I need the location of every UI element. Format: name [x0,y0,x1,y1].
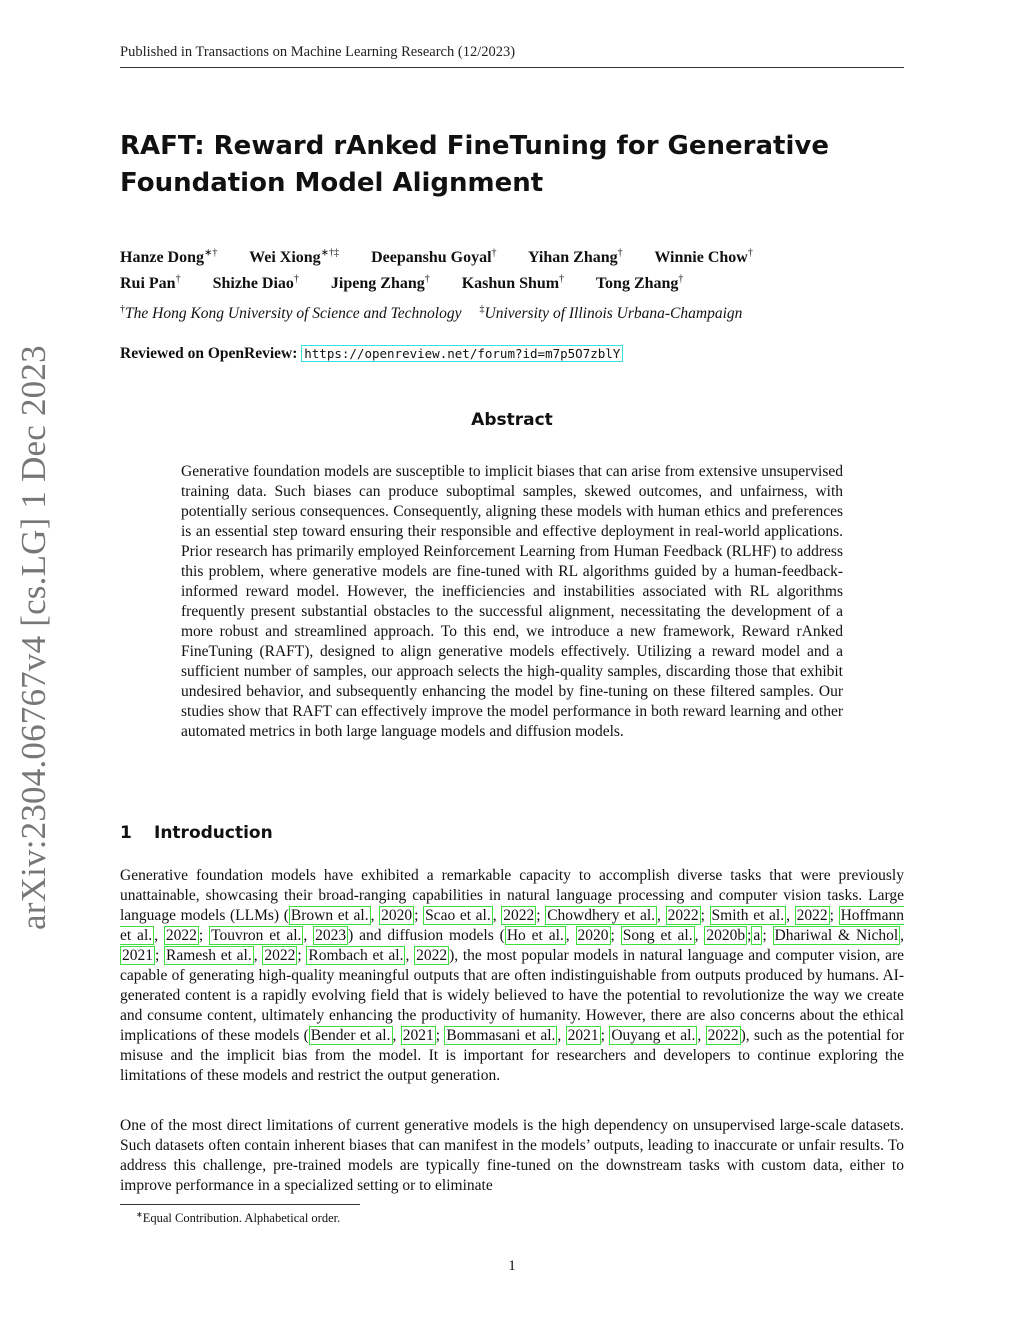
citation-link[interactable]: Brown et al. [290,907,369,924]
section-title: Introduction [154,823,273,843]
abstract-heading: Abstract [471,410,553,430]
footnote-divider [120,1204,360,1205]
author: Winnie Chow† [654,248,753,267]
author: Jipeng Zhang† [330,273,430,292]
citation-link[interactable]: 2021 [567,1027,599,1044]
author: Yihan Zhang† [527,248,623,267]
citation-link[interactable]: 2022 [707,1027,739,1044]
citation-link[interactable]: 2020 [381,907,413,924]
author: Kashun Shum† [461,273,565,292]
citation-link[interactable]: Bommasani et al. [446,1027,556,1044]
openreview-link[interactable]: https://openreview.net/forum?id=m7p5O7zblY [301,345,623,362]
citation-link[interactable]: Ouyang et al. [611,1027,696,1044]
citation-link[interactable]: 2022 [667,907,699,924]
page-number: 1 [508,1258,516,1274]
author-line-2 [120,268,910,293]
author: Wei Xiong∗†‡ [249,248,340,267]
citation-link[interactable]: Touvron et al. [211,927,302,944]
citation-link[interactable]: Scao et al. [425,907,491,924]
citation-link[interactable]: Song et al. [622,927,693,944]
section-heading [120,823,273,843]
citation-link[interactable]: a [753,927,761,944]
citation-link[interactable]: Rombach et al. [308,947,404,964]
affiliation-uiuc: University of Illinois Urbana-Champaign [484,305,743,323]
citation-link[interactable]: 2023 [315,927,347,944]
paper-title: RAFT: Reward rAnked FineTuning for Generative Foundation Model Alignment [120,131,829,198]
citation-link[interactable]: 2021 [402,1027,434,1044]
citation-link[interactable]: Chowdhery et al. [547,907,656,924]
citation-link[interactable]: Ramesh et al. [166,947,252,964]
affiliations: †The Hong Kong University of Science and Technology ‡University of Illinois Urbana-Champaign [120,304,743,323]
citation-link[interactable]: 2020b [706,927,746,944]
citation-link[interactable]: 2022 [165,927,197,944]
citation-link[interactable]: 2021 [122,947,153,964]
section-number: 1 [120,823,132,843]
author: Hanze Dong∗† [120,248,218,267]
intro-paragraph-2: One of the most direct limitations of current generative models is the high dependency on unsupervised large-scale datasets. Such datasets often contain inherent biases that can manifest in the models’ outputs, leading to inaccurate or unfair results. To address this challenge, pre-trained models are typically fine-tuned on the downstream tasks with custom data, either to improve performance in a specialized setting or to eliminate [120,1117,904,1194]
author: Tong Zhang† [595,273,684,292]
citation-link[interactable]: 2022 [416,947,448,964]
arxiv-stamp: arXiv:2304.06767v4 [cs.LG] 1 Dec 2023 [14,345,53,930]
citation-link[interactable]: 2022 [796,907,828,924]
footnote: ∗Equal Contribution. Alphabetical order. [136,1210,341,1226]
author-line-1 [120,243,910,268]
citation-link[interactable]: 2022 [503,907,535,924]
author: Deepanshu Goyal† [371,248,497,267]
intro-paragraph-1: Generative foundation models have exhibited a remarkable capacity to accomplish diverse tasks that were previously unattainable, showcasing their broad-ranging capabilities in natural language processing and computer vision tasks. Large language models (LLMs) ( Brown et al. , 2020 ; Scao et al. , 2022 ; Chowdhery et al. , 2022 ; Smith et al. , 2022 ; Hoffmann et al. , 2022 ; Touvron et al. , 2023 ) and diffusion models ( Ho et al. , 2020 ; Song et al. , 2020b ; a ; Dhariwal & Nichol , 2021 ; Ramesh et al. , 2022 ; Rombach et al. , 2022 ), the most popular models in natural language and computer vision, are capable of generating high-quality meaningful outputs that are often indistinguishable from outputs produced by humans. AI-generated content is a rapidly evolving field that is widely believed to have the potential to revolutionize the way we create and consume content, ultimately enhancing the productivity of humanity. However, there are also concerns about the ethical implications of these models ( Bender et al. , 2021 ; Bommasani et al. , 2021 ; Ouyang et al. , 2022 ), such as the potential for misuse and the implicit bias from the model. It is important for researchers and developers to continue exploring the limitations of these models and restrict the output generation. [120,867,905,1084]
running-header: Published in Transactions on Machine Learning Research (12/2023) [120,44,904,68]
citation-link[interactable]: Smith et al. [711,907,785,924]
citation-link[interactable]: Bender et al. [310,1027,391,1044]
citation-link[interactable]: 2020 [577,927,609,944]
citation-link[interactable]: Ho et al. [506,927,564,944]
author: Rui Pan† [120,273,181,292]
review-line [120,345,623,363]
citation-link[interactable]: 2022 [264,947,296,964]
author: Shizhe Diao† [212,273,299,292]
citation-link[interactable]: Dhariwal & Nichol [774,927,899,944]
author-list [120,243,910,294]
citation-link[interactable]: Hoffmann et al. [120,907,904,944]
abstract-text: Generative foundation models are susceptible to implicit biases that can arise from extensive unsupervised training data. Such biases can produce suboptimal samples, skewed outcomes, and unfairness, with potentially serious consequences. Consequently, aligning these models with human ethics and preferences is an essential step toward ensuring their responsible and effective deployment in real-world applications. Prior research has primarily employed Reinforcement Learning from Human Feedback (RLHF) to address this problem, where generative models are fine-tuned with RL algorithms guided by a human-feedback-informed reward model. However, the inefficiencies and instabilities associated with RL algorithms frequently present substantial obstacles to the successful alignment, necessitating the development of a more robust and streamlined approach. To this end, we introduce a new framework, Reward rAnked FineTuning (RAFT), designed to align generative models effectively. Utilizing a reward model and a sufficient number of samples, our approach selects the high-quality samples, discarding those that exhibit undesired behavior, and subsequently enhancing the model by fine-tuning on these filtered samples. Our studies show that RAFT can effectively improve the model performance in both reward learning and other automated metrics in both large language models and diffusion models. [181,463,843,740]
review-label: Reviewed on OpenReview: [120,345,298,362]
affiliation-hkust: The Hong Kong University of Science and Technology [125,305,462,323]
